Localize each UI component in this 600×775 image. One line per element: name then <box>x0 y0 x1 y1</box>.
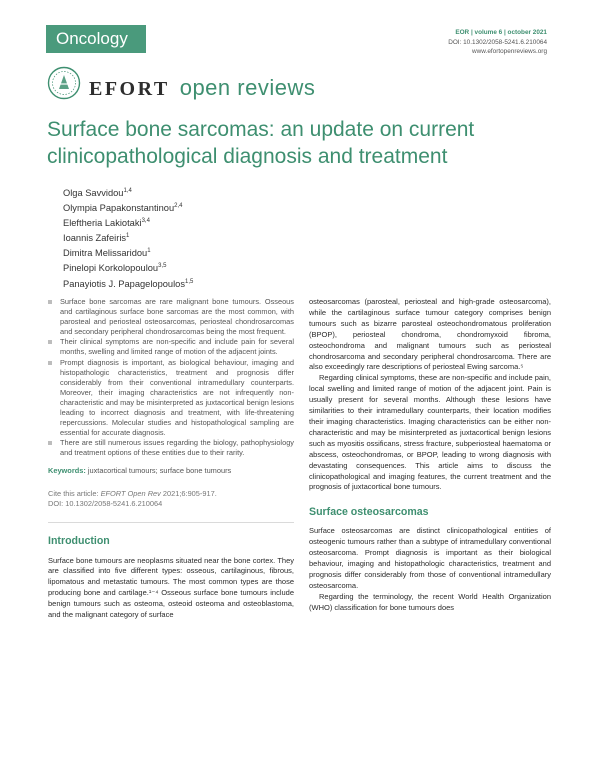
right-column <box>309 297 551 614</box>
author <box>63 276 363 291</box>
author <box>63 200 363 215</box>
author-name: Eleftheria Lakiotaki <box>63 218 142 229</box>
article-title: Surface bone sarcomas: an update on current clinicopathological diagnosis and treatment <box>47 118 475 168</box>
summary-text: Their clinical symptoms are non-specific and include pain for several months, swelling and limited range of motion of the adjacent joints. <box>60 337 294 357</box>
section-divider <box>48 522 294 523</box>
bullet-square-icon <box>48 340 52 344</box>
body-paragraph: Regarding clinical symptoms, these are non-specific and include pain, local swelling and limited range of motion of the adjacent joint. Pain is usually present for several months. Although these lesions have similarities to their intramedullary counterparts, their location modifies their imaging characteristics. Imaging characteristics can be either non-characteristic and may be misinterpreted as juxtacortical benign lesions such as myositis ossificans, stress fracture, subperiosteal haematoma or abscess, osteochondromas, or BPOP, leading to wrong diagnosis with devastating consequences. This article aims to discuss the clinicopathological and imaging features, the current treatment and the prognosis of juxtacortical bone tumours. <box>309 373 551 492</box>
summary-point <box>48 297 294 337</box>
author <box>63 215 363 230</box>
introduction-paragraph: Surface bone tumours are neoplasms situated near the bone cortex. They are classified into five different types: osseous, cartilaginous, fibrous, lipomatous and metastatic tumours. The most common types are those producing bone and cartilage.¹⁻⁴ Osseous surface bone tumours include benign tumours such as osteoma, osteoid osteoma and osteoblastoma, and the malignant category of surface <box>48 555 294 620</box>
citation-prefix: Cite this article: <box>48 488 99 498</box>
author <box>63 245 363 260</box>
author <box>63 230 363 245</box>
summary-text: Prompt diagnosis is important, as biological behaviour, imaging and histopathologic characteristics, treatment and prognosis differ considerably from their conventional intramedullary counterparts. Moreover, their imaging characteristics are not infrequently non-characteristic and may be misinterpreted as juxtacortical benign lesions leading to incorrect diagnosis and treatment, with life-threatening repercussions. Molecular studies and histopathological sampling are essential for accurate diagnosis. <box>60 357 294 438</box>
citation-doi[interactable]: DOI: 10.1302/2058-5241.6.210064 <box>48 499 163 508</box>
author-list <box>63 185 363 291</box>
summary-points <box>48 297 294 459</box>
journal-issue: EOR | volume 6 | october 2021 <box>455 29 547 36</box>
author-name: Ioannis Zafeiris <box>63 233 127 244</box>
author-name: Olympia Papakonstantinou <box>63 203 175 214</box>
journal-website[interactable]: www.efortopenreviews.org <box>472 48 547 55</box>
surface-osteosarcomas-heading: Surface osteosarcomas <box>309 506 429 519</box>
author-affiliation: 3,5 <box>158 263 167 270</box>
summary-point <box>48 337 294 357</box>
author-name: Pinelopi Korkolopoulou <box>63 263 159 274</box>
body-paragraph: osteosarcomas (parosteal, periosteal and high-grade osteosarcoma), while the cartilaginous surface tumour category comprises benign tumours such as bizarre parosteal osteochondromatous proliferation (BPOP), periosteal chondroma, chondromyxoid fibroma, osteochondroma and malignant tumours such as periosteal chondrosarcoma and secondary peripheral chondrosarcoma. There are also exceedingly rare descriptions of periosteal Ewing sarcoma.⁵ <box>309 297 551 372</box>
keywords-label: Keywords: <box>48 465 86 475</box>
author-name: Dimitra Melissaridou <box>63 248 148 259</box>
author <box>63 185 363 200</box>
author-affiliation: 1,4 <box>123 188 132 194</box>
body-paragraph: Surface osteosarcomas are distinct clinicopathological entities of osteogenic tumours rather than a subtype of intramedullary conventional osteosarcoma. Prompt diagnosis is important as their biological behaviour, imaging and histopathologic characteristics, treatment and prognosis differ considerably from those of conventional intramedullary osteosarcoma. <box>309 526 551 590</box>
summary-text: Surface bone sarcomas are rare malignant bone tumours. Osseous and cartilaginous surface bone sarcomas are the most common, with parosteal and periosteal osteosarcomas, periosteal chondrosarcomas and secondary peripheral chondrosarcomas being the most frequent. <box>60 297 294 337</box>
brand-open-reviews: open reviews <box>179 75 316 100</box>
author-name: Olga Savvidou <box>63 188 124 199</box>
bullet-square-icon <box>48 441 52 445</box>
keywords <box>48 466 294 475</box>
brand-efort: EFORT <box>89 78 170 100</box>
section-label: Oncology <box>46 25 146 53</box>
citation <box>48 489 294 510</box>
citation-details: 2021;6:905-917. <box>162 488 217 498</box>
efort-seal-icon <box>47 66 81 100</box>
summary-point <box>48 438 294 458</box>
citation-journal: EFORT Open Rev <box>100 488 161 498</box>
summary-text: There are still numerous issues regarding the biology, pathophysiology and treatment options of these entities due to their rarity. <box>60 438 294 458</box>
left-column <box>48 297 294 621</box>
author <box>63 260 363 275</box>
author-affiliation: 1 <box>126 233 130 240</box>
journal-brand <box>47 66 367 106</box>
bullet-square-icon <box>48 361 52 365</box>
author-name: Panayiotis J. Papagelopoulos <box>63 278 185 289</box>
journal-meta <box>448 28 547 57</box>
author-affiliation: 2,4 <box>174 203 183 210</box>
author-affiliation: 3,4 <box>141 218 150 225</box>
author-affiliation: 1 <box>147 248 151 255</box>
body-paragraph: Regarding the terminology, the recent World Health Organization (WHO) classification for bone tumours does <box>309 591 551 612</box>
introduction-heading: Introduction <box>48 534 110 547</box>
bullet-square-icon <box>48 300 52 304</box>
journal-doi: DOI: 10.1302/2058-5241.6.210064 <box>448 38 547 46</box>
brand-name <box>89 75 315 101</box>
author-affiliation: 1,5 <box>184 278 194 285</box>
summary-point <box>48 358 294 439</box>
citation-line <box>48 489 294 500</box>
keywords-text: juxtacortical tumours; surface bone tumours <box>87 465 232 475</box>
